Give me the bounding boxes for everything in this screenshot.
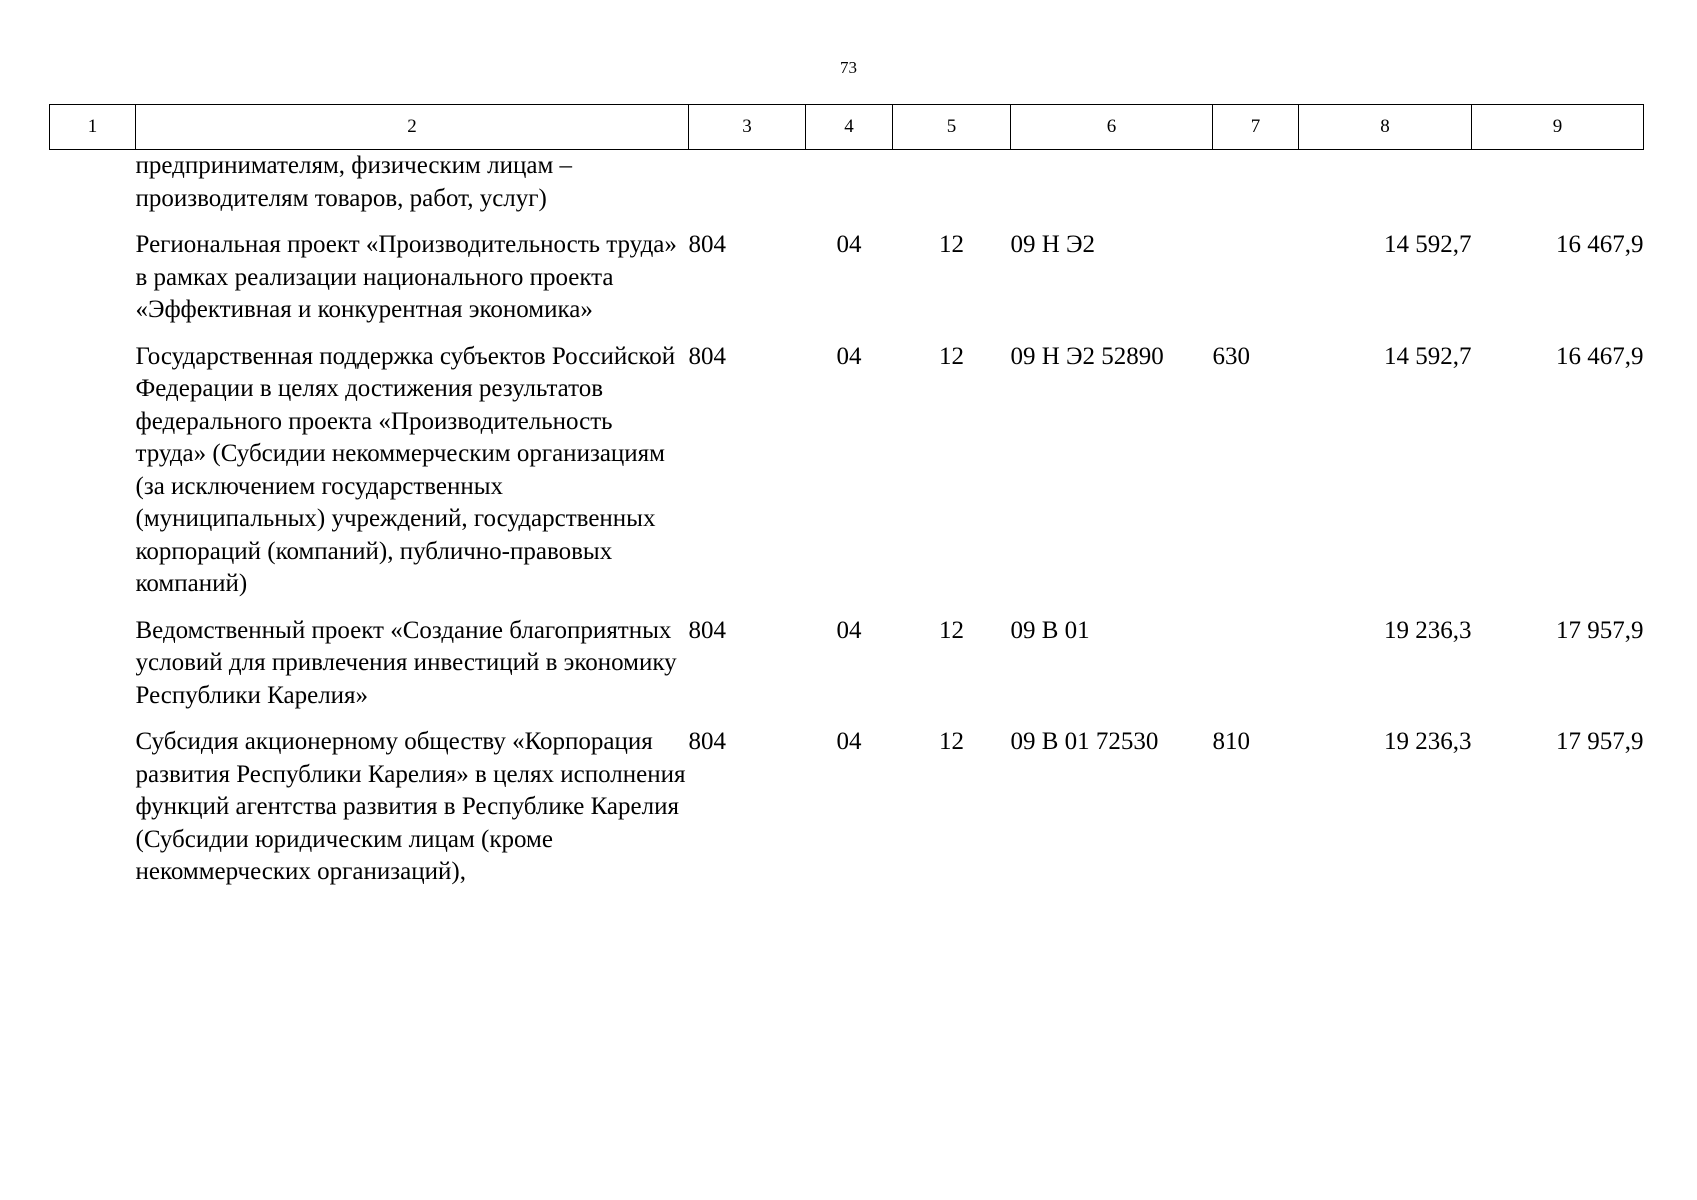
row-cell-6: 09 В 01 — [1010, 616, 1090, 644]
row-cell-6 — [1011, 150, 1213, 216]
row-cell-8: 14 592,7 — [1384, 231, 1472, 258]
row-cell-9 — [1472, 150, 1644, 216]
column-header-8: 8 — [1299, 105, 1472, 150]
row-cell-9: 17 957,9 — [1556, 728, 1644, 755]
row-name: Региональная проект «Производительность труда» в рамках реализации национального проекта «Эффективная и конкурентная экономика» — [135, 231, 677, 323]
row-name: предпринимателям, физическим лицам – производителям товаров, работ, услуг) — [135, 152, 573, 212]
row-cell-5: 12 — [939, 231, 964, 258]
row-cell-4: 04 — [836, 728, 862, 755]
row-cell-5: 12 — [939, 616, 964, 644]
row-cell-5: 12 — [939, 728, 964, 755]
column-header-2: 2 — [136, 105, 689, 150]
row-cell-8: 14 592,7 — [1384, 342, 1472, 370]
row-cell-9: 16 467,9 — [1556, 231, 1644, 258]
row-cell-3: 804 — [688, 231, 726, 258]
row-cell-3: 804 — [688, 616, 726, 644]
table-row — [50, 150, 1644, 216]
row-cell-8: 19 236,3 — [1384, 616, 1472, 644]
table-row — [50, 615, 1644, 713]
column-header-6: 6 — [1011, 105, 1213, 150]
table-row — [50, 726, 1644, 889]
table-row — [50, 341, 1644, 601]
row-cell-5 — [893, 150, 1011, 216]
row-cell-4: 04 — [836, 616, 862, 644]
row-cell-7 — [1213, 229, 1299, 327]
row-gap — [50, 712, 1644, 726]
budget-table — [49, 104, 1644, 889]
row-cell-3: 804 — [688, 728, 726, 755]
row-name: Субсидия акционерному обществу «Корпорация развития Республики Карелия» в целях исполнения функций агентства развития в Республике Карелия (Субсидии юридическим лицам (кроме некоммерческих организаций), — [135, 728, 686, 885]
page-number: 73 — [840, 58, 857, 77]
row-cell-7: 630 — [1212, 342, 1250, 370]
row-cell-6: 09 В 01 72530 — [1010, 728, 1159, 755]
row-cell-8: 19 236,3 — [1384, 728, 1472, 755]
row-cell-4: 04 — [836, 342, 862, 370]
row-cell-1 — [50, 615, 136, 713]
row-name: Государственная поддержка субъектов Российской Федерации в целях достижения результатов федерального проекта «Производительность труда» (Субсидии некоммерческим организациям (за исключением государственных (муниципальных) учреждений, государственных корпораций (компаний), публично-правовых компаний) — [135, 342, 676, 597]
row-gap — [50, 601, 1644, 615]
row-cell-1 — [50, 341, 136, 601]
row-cell-6: 09 Н Э2 52890 — [1010, 342, 1164, 370]
column-header-1: 1 — [50, 105, 136, 150]
row-cell-8 — [1299, 150, 1472, 216]
column-header-7: 7 — [1213, 105, 1299, 150]
column-header-3: 3 — [689, 105, 806, 150]
row-cell-9: 17 957,9 — [1556, 616, 1644, 644]
column-header-9: 9 — [1472, 105, 1644, 150]
row-cell-5: 12 — [939, 342, 964, 370]
row-cell-3: 804 — [688, 342, 726, 370]
row-cell-1 — [50, 150, 136, 216]
row-cell-3 — [689, 150, 806, 216]
row-cell-7 — [1213, 615, 1299, 713]
column-header-4: 4 — [806, 105, 893, 150]
row-gap — [50, 215, 1644, 229]
row-cell-4: 04 — [836, 231, 862, 258]
row-cell-1 — [50, 726, 136, 889]
row-cell-6: 09 Н Э2 — [1010, 231, 1096, 258]
row-cell-1 — [50, 229, 136, 327]
row-cell-7: 810 — [1212, 728, 1250, 755]
row-gap — [50, 327, 1644, 341]
row-cell-4 — [806, 150, 893, 216]
row-cell-9: 16 467,9 — [1556, 342, 1644, 370]
row-name: Ведомственный проект «Создание благоприятных условий для привлечения инвестиций в экономику Республики Карелия» — [135, 616, 677, 709]
row-cell-7 — [1213, 150, 1299, 216]
table-row — [50, 229, 1644, 327]
column-header-5: 5 — [893, 105, 1011, 150]
header-row — [50, 105, 1644, 150]
